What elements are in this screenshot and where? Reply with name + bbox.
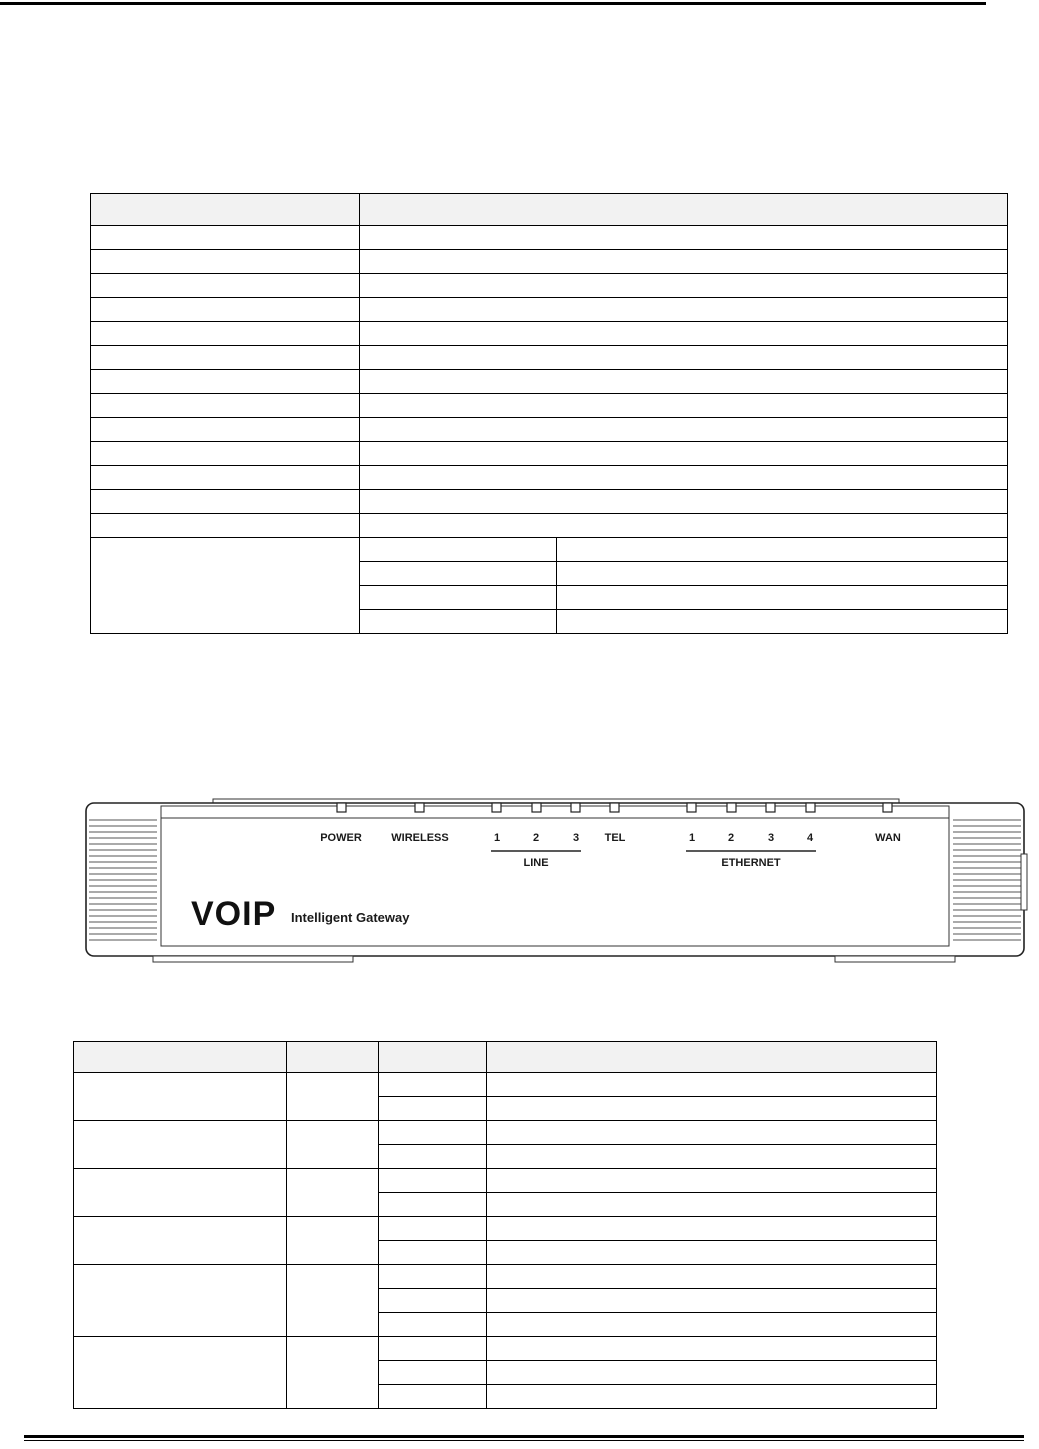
table-cell bbox=[359, 370, 1007, 394]
led-indicators bbox=[337, 803, 892, 812]
table-cell bbox=[378, 1193, 486, 1217]
table-row bbox=[91, 490, 1008, 514]
table-cell bbox=[359, 538, 557, 562]
table-cell bbox=[486, 1361, 936, 1385]
table-row bbox=[91, 466, 1008, 490]
line-2-led bbox=[532, 803, 541, 812]
table-cell bbox=[378, 1169, 486, 1193]
table-cell bbox=[91, 442, 360, 466]
table-row bbox=[74, 1073, 937, 1097]
table-row bbox=[74, 1169, 937, 1193]
ethernet-2-label: 2 bbox=[727, 832, 735, 844]
table-row bbox=[74, 1217, 937, 1241]
table-cell bbox=[378, 1313, 486, 1337]
table-row bbox=[74, 1337, 937, 1361]
table-cell bbox=[557, 562, 1008, 586]
table-cell bbox=[486, 1097, 936, 1121]
left-vent-grille bbox=[89, 820, 157, 940]
table-cell bbox=[378, 1385, 486, 1409]
device-outline-drawing bbox=[83, 798, 1029, 966]
table-cell bbox=[74, 1217, 287, 1265]
table-cell bbox=[486, 1241, 936, 1265]
table-cell bbox=[486, 1121, 936, 1145]
table-cell bbox=[91, 514, 360, 538]
table-cell bbox=[91, 466, 360, 490]
table-cell bbox=[486, 1385, 936, 1409]
table-cell bbox=[378, 1145, 486, 1169]
table-cell bbox=[359, 322, 1007, 346]
device-front-panel bbox=[83, 798, 1029, 966]
table-row bbox=[91, 442, 1008, 466]
table-cell bbox=[486, 1073, 936, 1097]
table-header-cell bbox=[359, 194, 1007, 226]
table-cell bbox=[557, 610, 1008, 634]
table-header-cell bbox=[486, 1042, 936, 1073]
table-cell bbox=[359, 610, 557, 634]
table-cell bbox=[359, 490, 1007, 514]
table-cell bbox=[91, 250, 360, 274]
table-cell bbox=[378, 1073, 486, 1097]
ethernet-2-led bbox=[727, 803, 736, 812]
table-cell bbox=[91, 538, 360, 634]
table-row bbox=[74, 1121, 937, 1145]
table-cell bbox=[286, 1337, 378, 1409]
table-row bbox=[91, 226, 1008, 250]
table-cell bbox=[286, 1217, 378, 1265]
table-cell bbox=[359, 514, 1007, 538]
ethernet-3-label: 3 bbox=[767, 832, 775, 844]
table-cell bbox=[557, 586, 1008, 610]
table-cell bbox=[74, 1169, 287, 1217]
table-row bbox=[91, 298, 1008, 322]
table-cell bbox=[74, 1121, 287, 1169]
table-cell bbox=[557, 538, 1008, 562]
line-1-label: 1 bbox=[493, 832, 501, 844]
tel-led bbox=[610, 803, 619, 812]
table-row bbox=[91, 370, 1008, 394]
table-row bbox=[91, 322, 1008, 346]
table-cell bbox=[486, 1289, 936, 1313]
wan-led bbox=[883, 803, 892, 812]
wan-label: WAN bbox=[875, 832, 901, 844]
table-cell bbox=[91, 490, 360, 514]
table-cell bbox=[359, 418, 1007, 442]
table-cell bbox=[91, 274, 360, 298]
table-cell bbox=[74, 1337, 287, 1409]
table-cell bbox=[359, 274, 1007, 298]
table-cell bbox=[359, 442, 1007, 466]
table-row bbox=[91, 346, 1008, 370]
table-cell bbox=[286, 1121, 378, 1169]
table-cell bbox=[378, 1337, 486, 1361]
ethernet-4-led bbox=[806, 803, 815, 812]
table-row bbox=[74, 1265, 937, 1289]
table-cell bbox=[91, 322, 360, 346]
brand-logo-text: VOIP bbox=[191, 895, 277, 933]
table-cell bbox=[359, 250, 1007, 274]
header-rule bbox=[0, 2, 986, 5]
table-row bbox=[91, 538, 1008, 562]
table-cell bbox=[486, 1265, 936, 1289]
table-cell bbox=[286, 1265, 378, 1337]
table-cell bbox=[378, 1217, 486, 1241]
table-cell bbox=[286, 1169, 378, 1217]
ethernet-3-led bbox=[766, 803, 775, 812]
line-1-led bbox=[492, 803, 501, 812]
line-2-label: 2 bbox=[532, 832, 540, 844]
table-header-cell bbox=[286, 1042, 378, 1073]
table-cell bbox=[74, 1073, 287, 1121]
table-cell bbox=[359, 226, 1007, 250]
ethernet-1-led bbox=[687, 803, 696, 812]
table-cell bbox=[359, 298, 1007, 322]
ethernet-1-label: 1 bbox=[688, 832, 696, 844]
table-cell bbox=[91, 370, 360, 394]
table-cell bbox=[378, 1097, 486, 1121]
table-cell bbox=[486, 1193, 936, 1217]
power-label: POWER bbox=[320, 832, 362, 844]
table-cell bbox=[378, 1289, 486, 1313]
table-header-cell bbox=[378, 1042, 486, 1073]
ethernet-4-label: 4 bbox=[806, 832, 814, 844]
brand-subtitle: Intelligent Gateway bbox=[291, 910, 410, 925]
table-cell bbox=[286, 1073, 378, 1121]
table-cell bbox=[91, 418, 360, 442]
tel-label: TEL bbox=[604, 832, 626, 844]
table-cell bbox=[378, 1121, 486, 1145]
table-cell bbox=[91, 298, 360, 322]
table-header-row bbox=[91, 194, 1008, 226]
footer-rule-thin bbox=[24, 1440, 1024, 1441]
table-cell bbox=[486, 1337, 936, 1361]
table-row bbox=[91, 274, 1008, 298]
led-status-table bbox=[73, 1041, 937, 1409]
table-cell bbox=[378, 1361, 486, 1385]
table-cell bbox=[359, 346, 1007, 370]
spec-table bbox=[90, 193, 1008, 634]
table-header-cell bbox=[74, 1042, 287, 1073]
table-row bbox=[91, 418, 1008, 442]
table-cell bbox=[74, 1265, 287, 1337]
table-row bbox=[91, 250, 1008, 274]
table-cell bbox=[486, 1169, 936, 1193]
table-cell bbox=[378, 1265, 486, 1289]
wireless-led bbox=[415, 803, 424, 812]
table-header-cell bbox=[91, 194, 360, 226]
right-vent-grille bbox=[953, 820, 1021, 940]
table-cell bbox=[91, 346, 360, 370]
footer-rule bbox=[24, 1435, 1024, 1438]
table-cell bbox=[486, 1217, 936, 1241]
table-cell bbox=[359, 466, 1007, 490]
table-cell bbox=[486, 1145, 936, 1169]
table-row bbox=[91, 514, 1008, 538]
table-cell bbox=[378, 1241, 486, 1265]
table-cell bbox=[359, 586, 557, 610]
table-cell bbox=[91, 226, 360, 250]
table-cell bbox=[359, 394, 1007, 418]
line-group-label: LINE bbox=[523, 857, 549, 869]
power-led bbox=[337, 803, 346, 812]
ethernet-group-label: ETHERNET bbox=[721, 857, 781, 869]
table-cell bbox=[359, 562, 557, 586]
table-cell bbox=[486, 1313, 936, 1337]
table-header-row bbox=[74, 1042, 937, 1073]
line-3-led bbox=[571, 803, 580, 812]
table-row bbox=[91, 394, 1008, 418]
line-3-label: 3 bbox=[572, 832, 580, 844]
wireless-label: WIRELESS bbox=[391, 832, 449, 844]
table-cell bbox=[91, 394, 360, 418]
